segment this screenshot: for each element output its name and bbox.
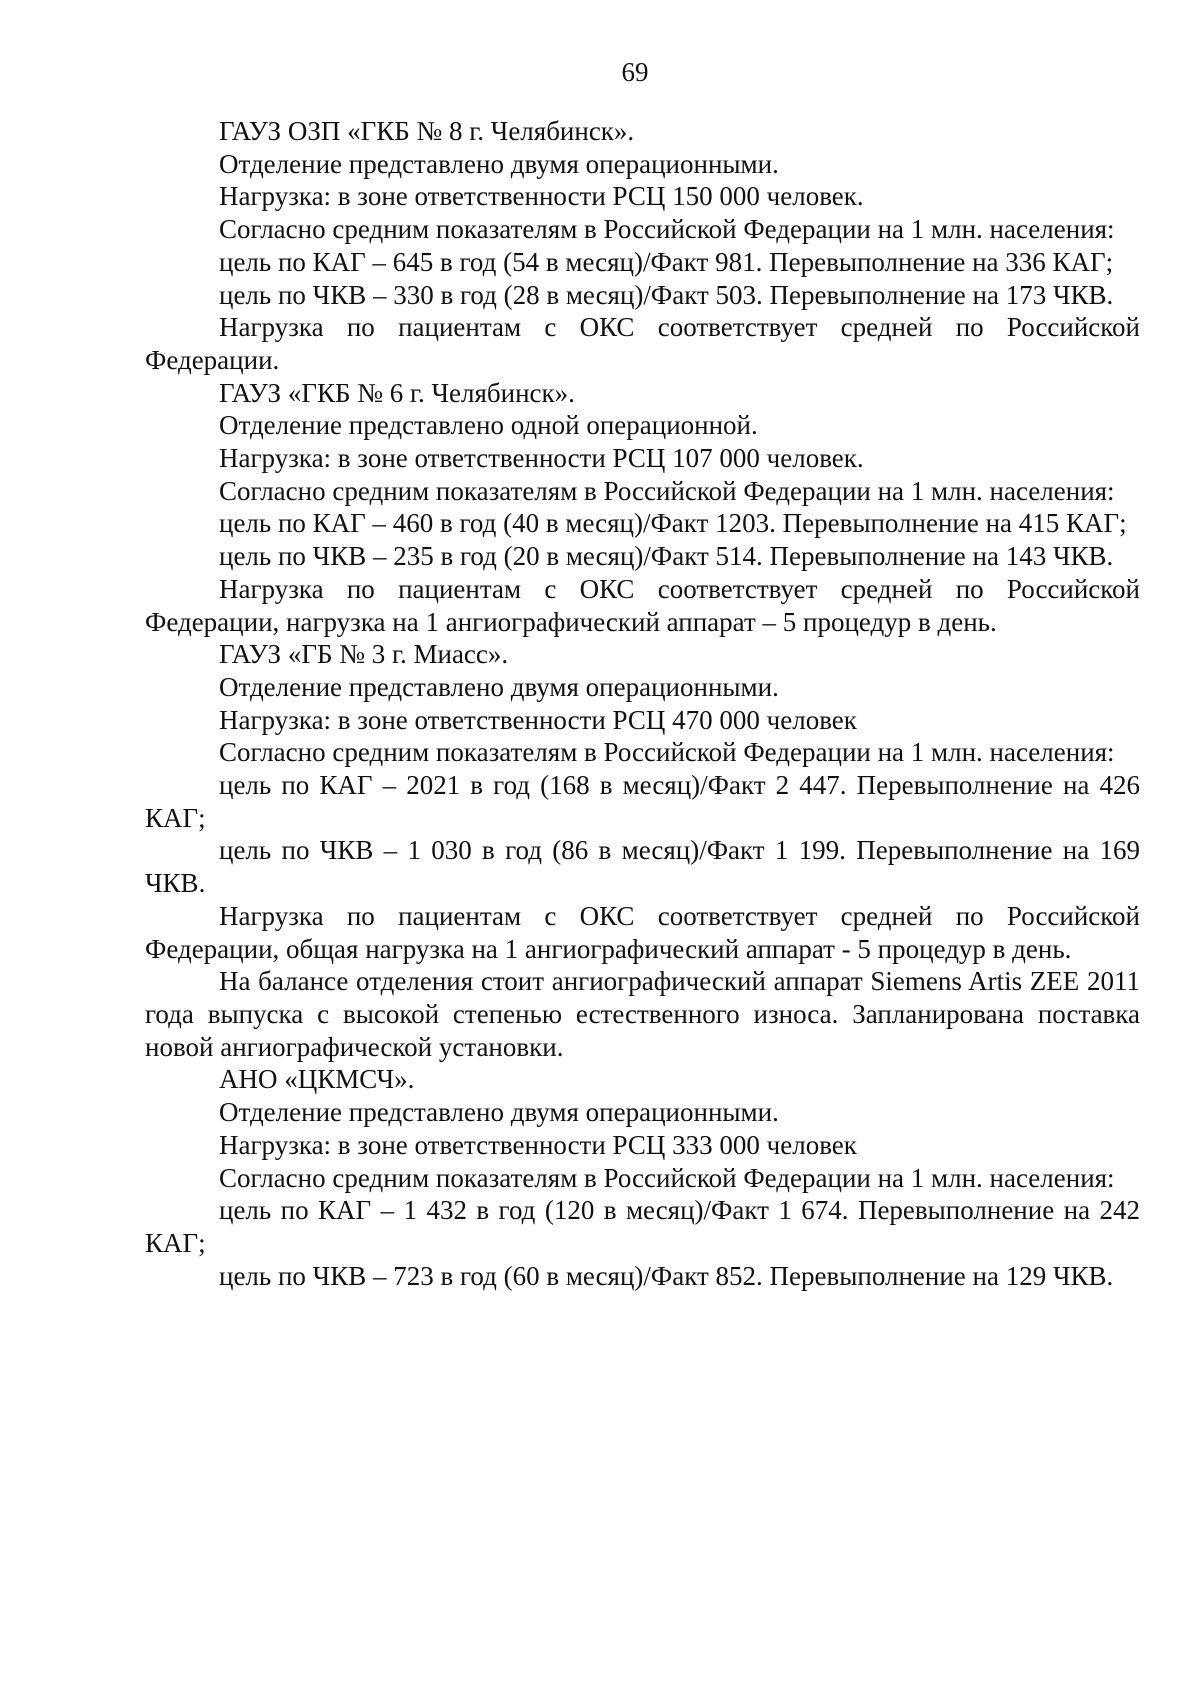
paragraph: цель по ЧКВ – 330 в год (28 в месяц)/Факт 503. Перевыполнение на 173 ЧКВ. [219, 279, 1114, 310]
paragraph: Отделение представлено двумя операционными. [219, 671, 779, 702]
paragraph: На балансе отделения стоит ангиографический аппарат Siemens Artis ZEE 2011 года выпуска с высокой степенью естественного износа. Запланирована поставка новой ангиографической установки. [145, 966, 1140, 1062]
paragraph: Нагрузка: в зоне ответственности РСЦ 150 000 человек. [219, 181, 864, 212]
paragraph: Нагрузка: в зоне ответственности РСЦ 470 000 человек [219, 704, 857, 735]
document-body [145, 115, 1140, 1292]
paragraph: Нагрузка: в зоне ответственности РСЦ 333 000 человек [219, 1129, 857, 1160]
paragraph: Согласно средним показателям в Российской Федерации на 1 млн. населения: [219, 475, 1115, 506]
paragraph: Нагрузка: в зоне ответственности РСЦ 107 000 человек. [219, 443, 864, 474]
paragraph: АНО «ЦКМСЧ». [219, 1064, 415, 1095]
paragraph: цель по КАГ – 1 432 в год (120 в месяц)/Факт 1 674. Перевыполнение на 242 КАГ; [145, 1195, 1140, 1258]
paragraph: цель по КАГ – 2021 в год (168 в месяц)/Факт 2 447. Перевыполнение на 426 КАГ; [145, 770, 1140, 833]
paragraph: Отделение представлено двумя операционными. [219, 148, 779, 179]
paragraph: ГАУЗ «ГБ № 3 г. Миасс». [219, 639, 509, 670]
paragraph: Нагрузка по пациентам с ОКС соответствует средней по Российской Федерации. [145, 312, 1140, 375]
paragraph: цель по КАГ – 645 в год (54 в месяц)/Факт 981. Перевыполнение на 336 КАГ; [219, 246, 1114, 277]
paragraph: цель по ЧКВ – 235 в год (20 в месяц)/Факт 514. Перевыполнение на 143 ЧКВ. [219, 541, 1114, 572]
paragraph: цель по ЧКВ – 1 030 в год (86 в месяц)/Факт 1 199. Перевыполнение на 169 ЧКВ. [145, 835, 1140, 899]
page-number: 69 [621, 57, 649, 87]
paragraph: Согласно средним показателям в Российской Федерации на 1 млн. населения: [219, 737, 1115, 768]
paragraph: Отделение представлено двумя операционными. [219, 1097, 779, 1128]
paragraph: ГАУЗ «ГКБ № 6 г. Челябинск». [219, 377, 575, 408]
paragraph: ГАУЗ ОЗП «ГКБ № 8 г. Челябинск». [219, 116, 635, 146]
paragraph: Согласно средним показателям в Российской Федерации на 1 млн. населения: [219, 214, 1115, 245]
paragraph: цель по ЧКВ – 723 в год (60 в месяц)/Факт 852. Перевыполнение на 129 ЧКВ. [219, 1260, 1114, 1291]
paragraph: Отделение представлено одной операционной. [219, 410, 758, 441]
paragraph: Нагрузка по пациентам с ОКС соответствует средней по Российской Федерации, нагрузка на 1 ангиографический аппарат – 5 процедур в день. [145, 573, 1140, 637]
paragraph: Нагрузка по пациентам с ОКС соответствует средней по Российской Федерации, общая нагрузка на 1 ангиографический аппарат - 5 процедур в день. [145, 900, 1140, 964]
paragraph: цель по КАГ – 460 в год (40 в месяц)/Факт 1203. Перевыполнение на 415 КАГ; [219, 508, 1127, 539]
paragraph: Согласно средним показателям в Российской Федерации на 1 млн. населения: [219, 1162, 1115, 1193]
